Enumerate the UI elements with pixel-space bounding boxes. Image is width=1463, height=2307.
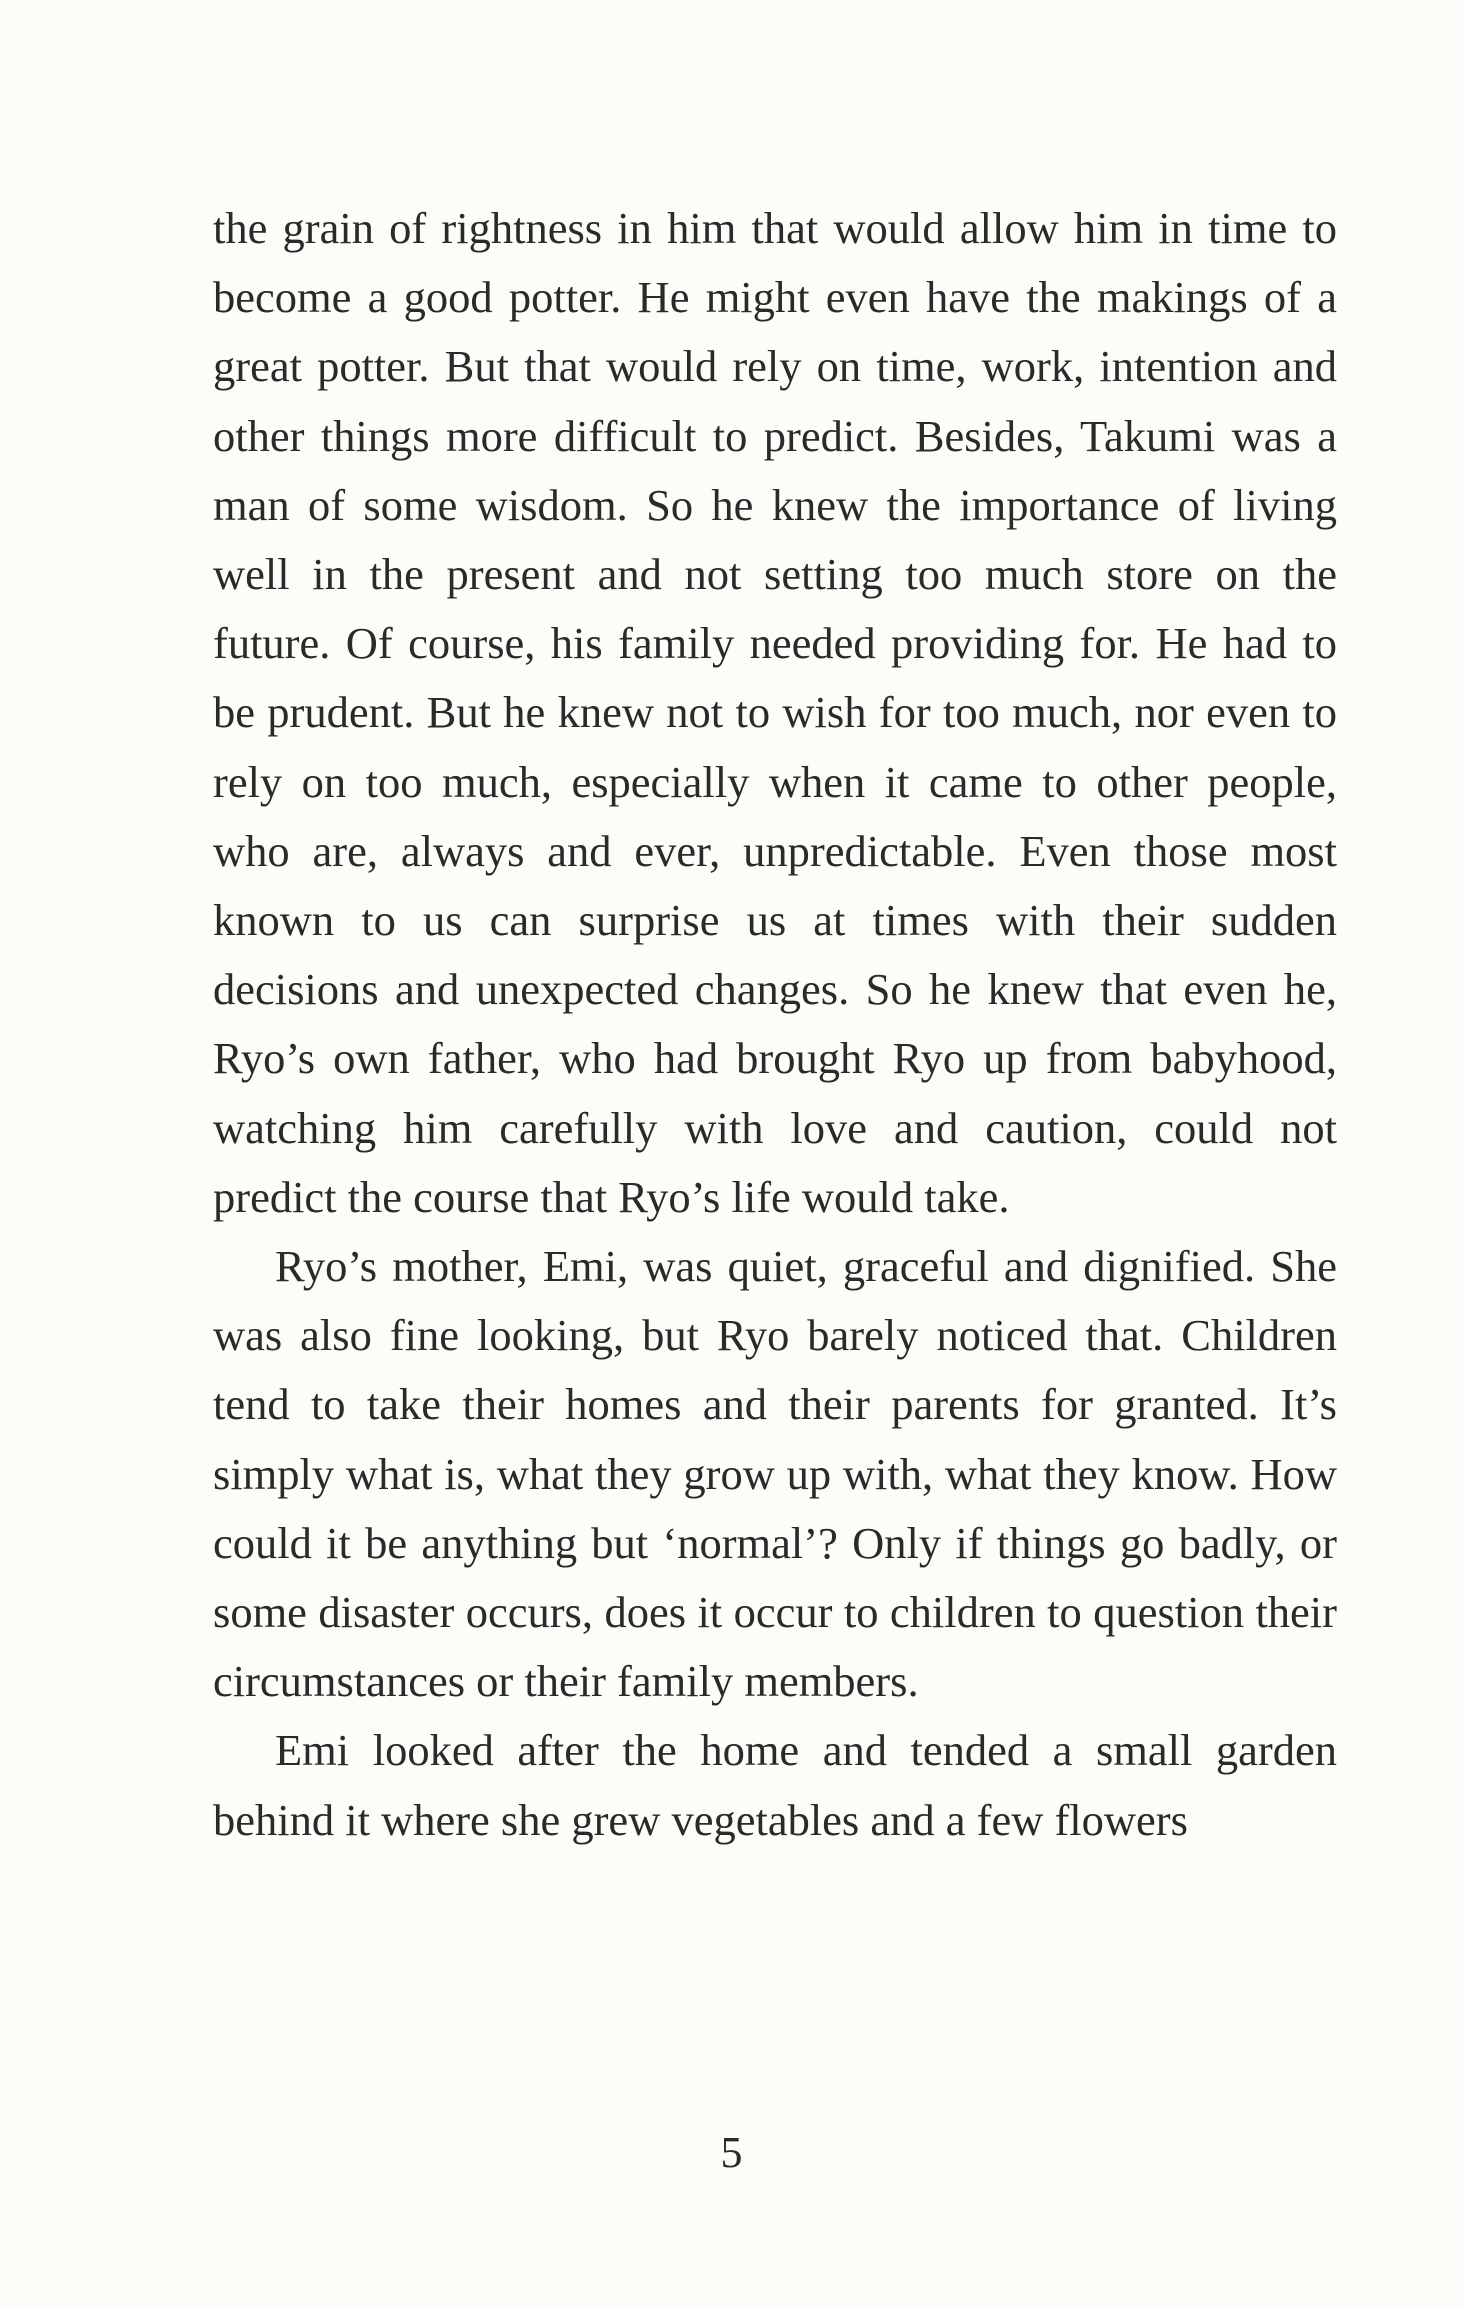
page-number: 5 — [720, 2128, 743, 2177]
body-text — [213, 194, 1337, 1855]
paragraph-1: the grain of rightness in him that would allow him in time to become a good potter. He might even have the makings of a great potter. But that would rely on time, work, intention and other things more difficult to predict. Besides, Takumi was a man of some wisdom. So he knew the importance of living well in the present and not setting too much store on the future. Of course, his family needed providing for. He had to be prudent. But he knew not to wish for too much, nor even to rely on too much, especially when it came to other people, who are, always and ever, unpredictable. Even those most known to us can surprise us at times with their sudden decisions and unexpected changes. So he knew that even he, Ryo’s own father, who had brought Ryo up from babyhood, watching him carefully with love and caution, could not predict the course that Ryo’s life would take. — [213, 203, 1337, 1222]
paragraph-2: Ryo’s mother, Emi, was quiet, graceful and dignified. She was also fine looking, but Ryo barely noticed that. Children tend to take their homes and their parents for granted. It’s simply what is, what they grow up with, what they know. How could it be anything but ‘normal’? Only if things go badly, or some disaster occurs, does it occur to children to question their circumstances or their family members. — [213, 1241, 1337, 1707]
paragraph-3: Emi looked after the home and tended a small garden behind it where she grew vegetables and a few flowers — [213, 1725, 1337, 1845]
